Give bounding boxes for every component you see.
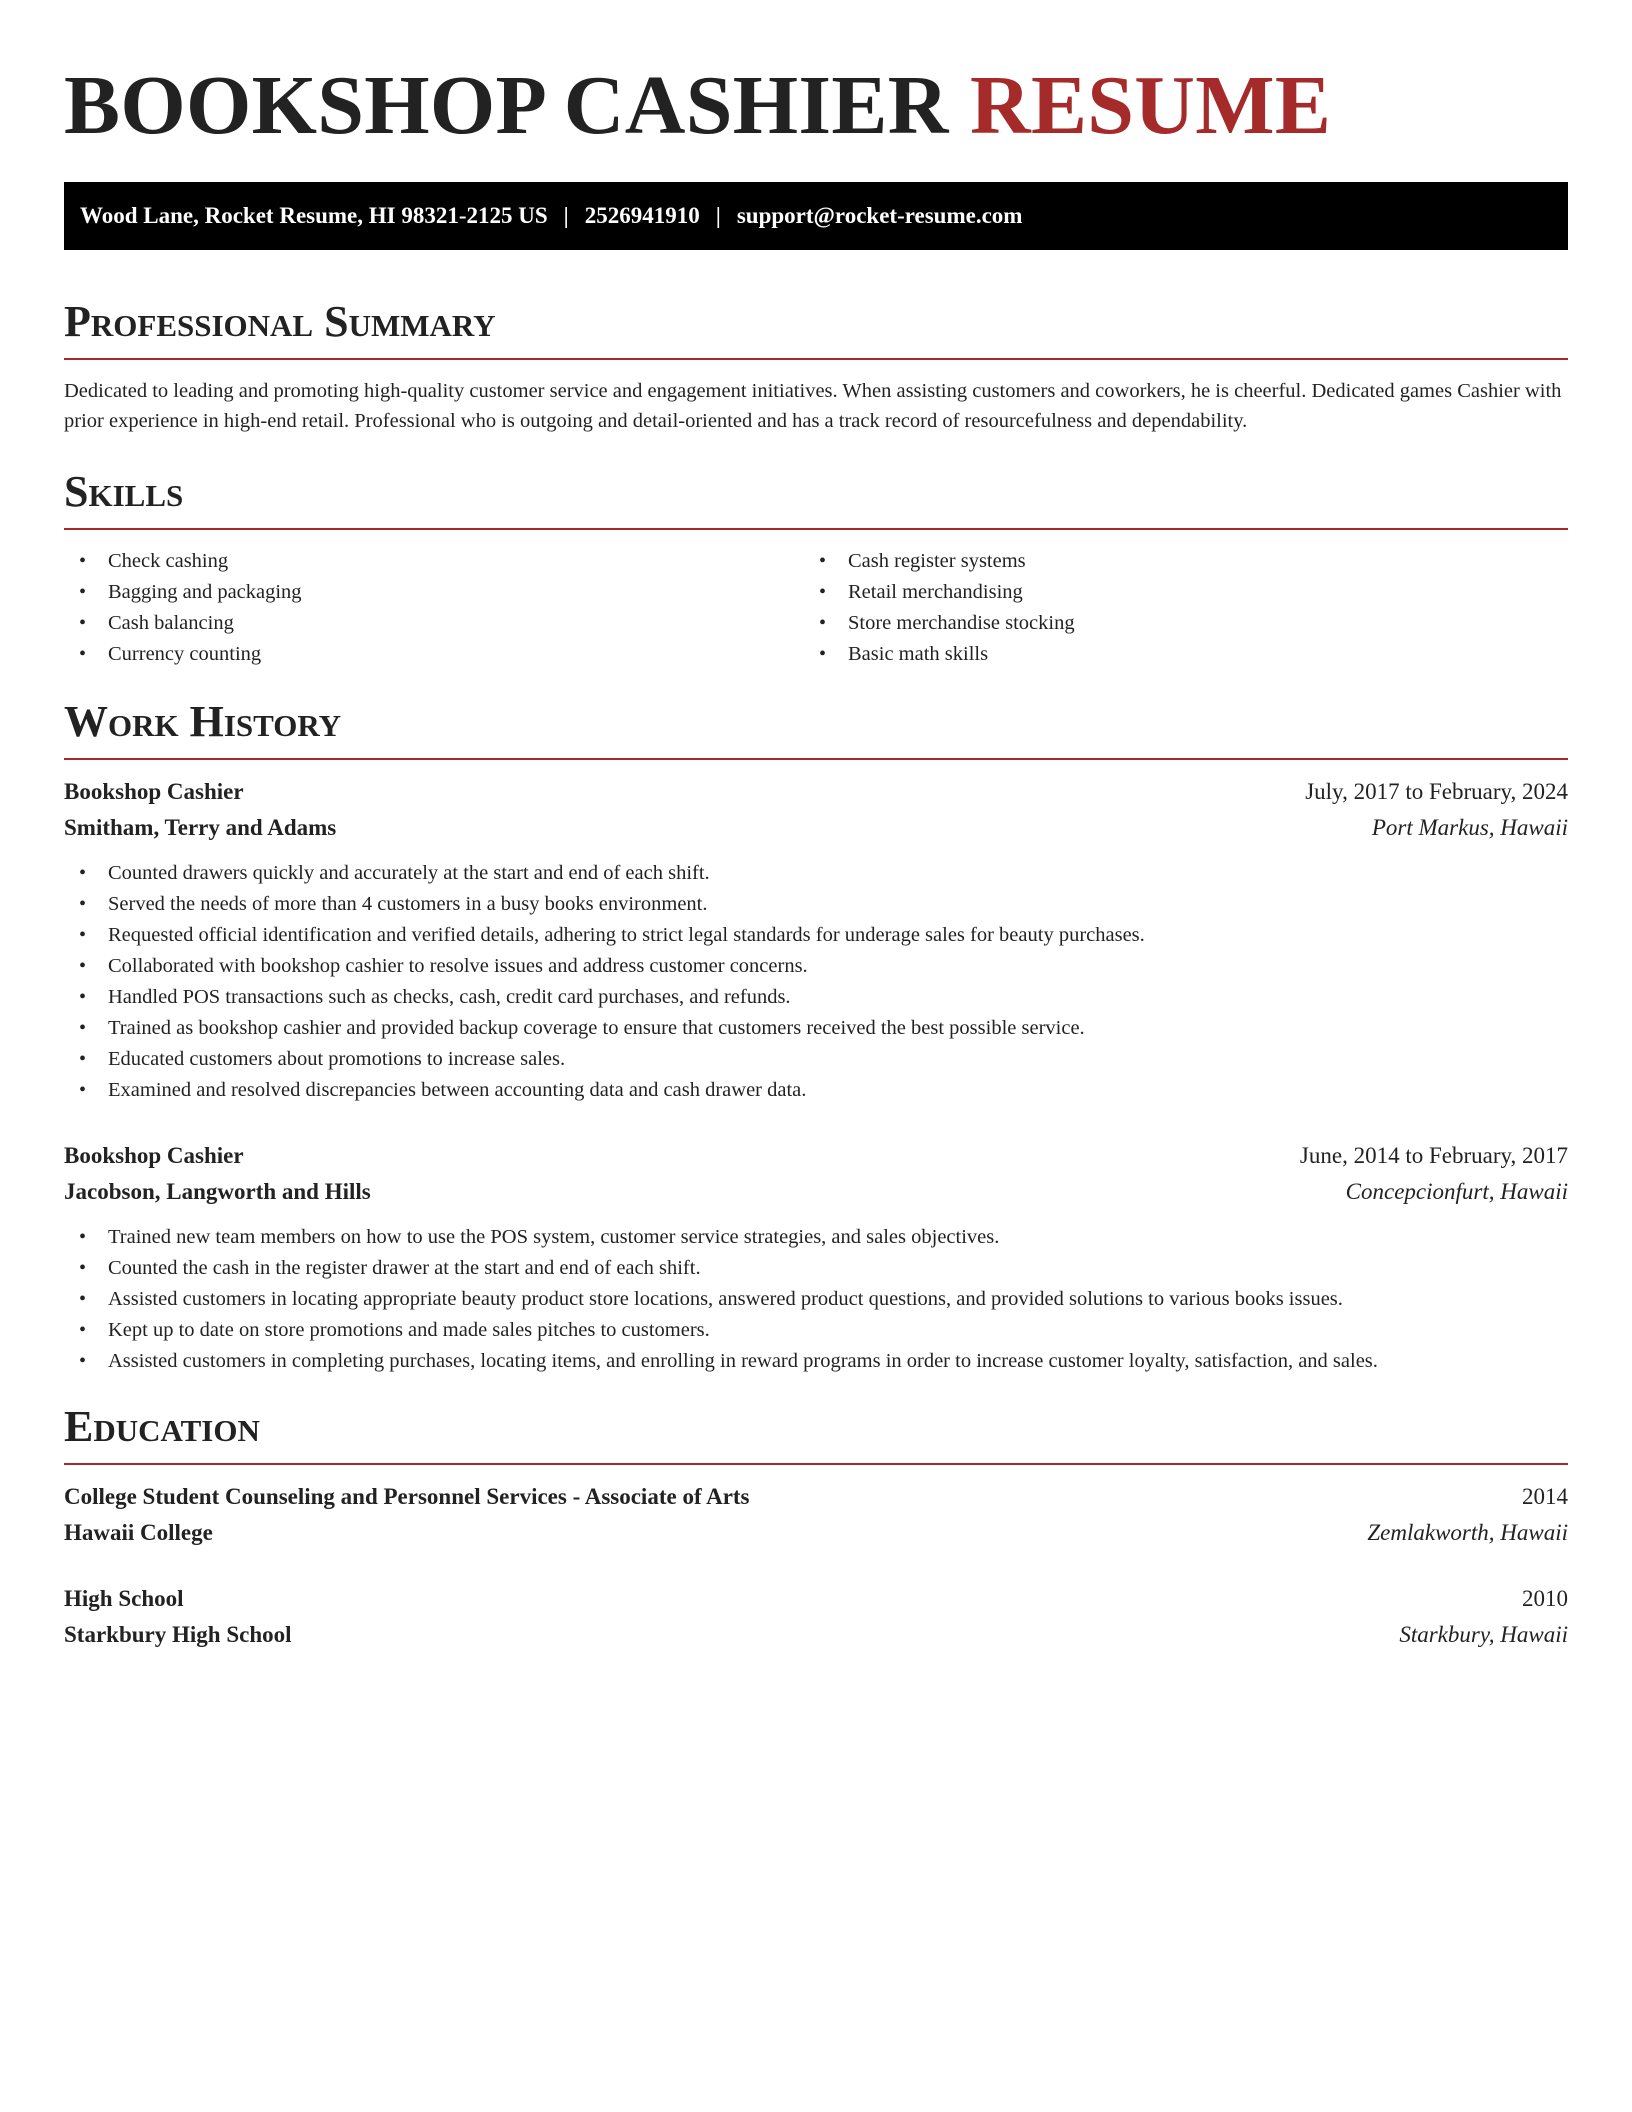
skill-item: • Bagging and packaging <box>64 577 804 608</box>
job-company: Jacobson, Langworth and Hills <box>64 1179 371 1204</box>
education-entry <box>64 1479 1568 1551</box>
contact-phone: 2526941910 <box>584 203 700 228</box>
skill-item: • Cash balancing <box>64 608 804 639</box>
skills-list-left <box>64 546 804 670</box>
job-dates: June, 2014 to February, 2017 <box>1299 1143 1568 1168</box>
job-bullet: • Requested official identification and verified details, adhering to strict legal standards for underage sales for beauty purchases. <box>64 920 1568 951</box>
summary-text: Dedicated to leading and promoting high-quality customer service and engagement initiatives. When assisting customers and coworkers, he is cheerful. Dedicated games Cashier with prior experience in high-end retail. Professional who is outgoing and detail-oriented and has a track record of resourcefulness and dependability. <box>64 380 1562 432</box>
work-history-section <box>64 697 1568 1377</box>
job-header-row <box>64 774 1568 810</box>
skills-grid <box>64 546 1568 670</box>
skills-list-right <box>804 546 1568 670</box>
education-year: 2010 <box>1522 1586 1568 1611</box>
education-school-row <box>64 1617 1568 1653</box>
job-company: Smitham, Terry and Adams <box>64 815 337 840</box>
title-accent: RESUME <box>969 59 1332 152</box>
job-company-row <box>64 1174 1568 1210</box>
job-bullets <box>64 1222 1568 1377</box>
job-entry <box>64 1138 1568 1377</box>
education-heading: Education <box>64 1405 1568 1465</box>
education-school: Starkbury High School <box>64 1622 292 1647</box>
contact-separator: | <box>715 203 721 228</box>
education-school-row <box>64 1515 1568 1551</box>
summary-heading: Professional Summary <box>64 300 1568 360</box>
contact-separator: | <box>563 203 569 228</box>
education-degree: High School <box>64 1586 184 1611</box>
education-degree-row <box>64 1581 1568 1617</box>
job-bullet: • Collaborated with bookshop cashier to resolve issues and address customer concerns. <box>64 951 1568 982</box>
skills-heading: Skills <box>64 470 1568 530</box>
contact-bar <box>64 182 1568 250</box>
job-title: Bookshop Cashier <box>64 779 244 804</box>
job-bullets <box>64 858 1568 1106</box>
job-bullet: • Served the needs of more than 4 customers in a busy books environment. <box>64 889 1568 920</box>
job-bullet: • Trained new team members on how to use the POS system, customer service strategies, and sales objectives. <box>64 1222 1568 1253</box>
job-bullet: • Trained as bookshop cashier and provided backup coverage to ensure that customers received the best possible service. <box>64 1013 1568 1044</box>
education-entry <box>64 1581 1568 1653</box>
job-entry <box>64 774 1568 1106</box>
education-degree-row <box>64 1479 1568 1515</box>
skill-item: • Check cashing <box>64 546 804 577</box>
contact-address: Wood Lane, Rocket Resume, HI 98321-2125 US <box>80 203 548 228</box>
job-bullet: • Counted drawers quickly and accurately at the start and end of each shift. <box>64 858 1568 889</box>
education-location: Starkbury, Hawaii <box>1399 1622 1568 1647</box>
job-bullet: • Educated customers about promotions to increase sales. <box>64 1044 1568 1075</box>
skill-item: • Currency counting <box>64 639 804 670</box>
education-location: Zemlakworth, Hawaii <box>1367 1520 1568 1545</box>
job-location: Port Markus, Hawaii <box>1371 815 1568 840</box>
job-title: Bookshop Cashier <box>64 1143 244 1168</box>
job-dates: July, 2017 to February, 2024 <box>1305 779 1568 804</box>
education-section <box>64 1402 1568 1653</box>
skills-section <box>64 467 1568 670</box>
job-bullet: • Assisted customers in completing purchases, locating items, and enrolling in reward programs in order to increase customer loyalty, satisfaction, and sales. <box>64 1346 1568 1377</box>
skill-item: • Basic math skills <box>804 639 1568 670</box>
work-history-heading: Work History <box>64 700 1568 760</box>
job-bullet: • Assisted customers in locating appropriate beauty product store locations, answered product questions, and provided solutions to various books issues. <box>64 1284 1568 1315</box>
title-main: BOOKSHOP CASHIER <box>64 59 949 152</box>
summary-section <box>64 297 1568 436</box>
job-location: Concepcionfurt, Hawaii <box>1345 1179 1568 1204</box>
contact-email: support@rocket-resume.com <box>736 203 1023 228</box>
skill-item: • Store merchandise stocking <box>804 608 1568 639</box>
education-degree: College Student Counseling and Personnel Services - Associate of Arts <box>64 1484 750 1509</box>
job-bullet: • Kept up to date on store promotions and made sales pitches to customers. <box>64 1315 1568 1346</box>
job-bullet: • Counted the cash in the register drawer at the start and end of each shift. <box>64 1253 1568 1284</box>
job-bullet: • Handled POS transactions such as checks, cash, credit card purchases, and refunds. <box>64 982 1568 1013</box>
education-year: 2014 <box>1522 1484 1568 1509</box>
job-header-row <box>64 1138 1568 1174</box>
job-company-row <box>64 810 1568 846</box>
skill-item: • Retail merchandising <box>804 577 1568 608</box>
education-school: Hawaii College <box>64 1520 213 1545</box>
skill-item: • Cash register systems <box>804 546 1568 577</box>
resume-title <box>64 59 1568 152</box>
job-bullet: • Examined and resolved discrepancies between accounting data and cash drawer data. <box>64 1075 1568 1106</box>
